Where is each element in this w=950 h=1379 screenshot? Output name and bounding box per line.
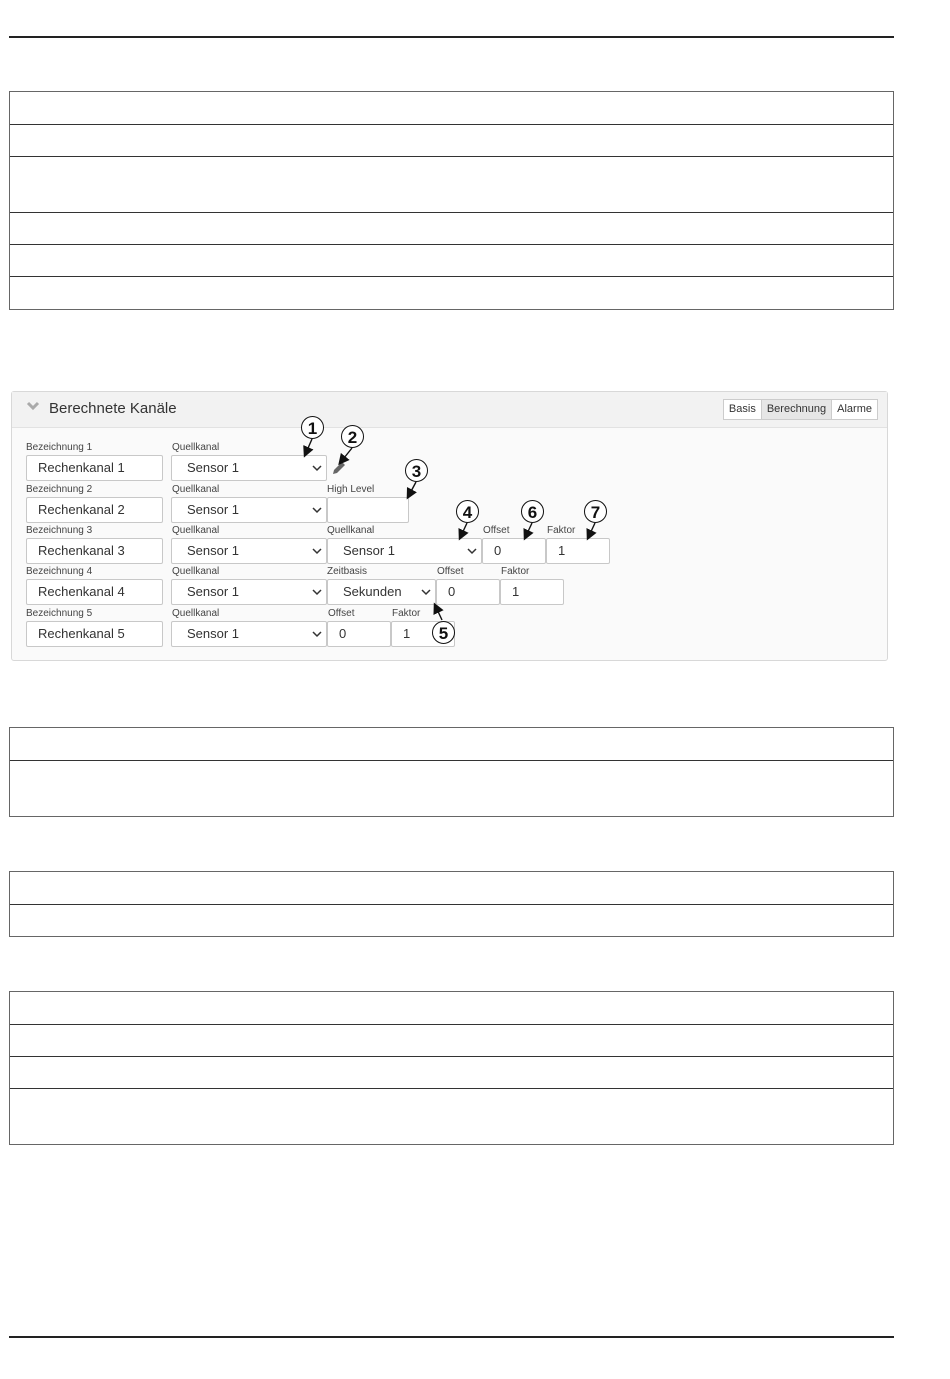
source-select-1-value: Sensor 1: [187, 460, 240, 475]
label-zeitbasis: Zeitbasis: [327, 566, 368, 577]
offset-field-5[interactable]: 0: [327, 621, 391, 647]
table-row: [10, 125, 893, 157]
chevron-down-icon: [312, 464, 322, 472]
source-select-3-value: Sensor 1: [187, 543, 240, 558]
table-row: [10, 905, 893, 936]
table-row: [10, 157, 893, 213]
chevron-down-icon[interactable]: [26, 401, 40, 411]
empty-table-2: [9, 727, 894, 817]
table-row: [10, 1057, 893, 1089]
tab-berechnung[interactable]: Berechnung: [761, 399, 832, 420]
faktor-field-5[interactable]: 1: [391, 621, 455, 647]
chevron-down-icon: [421, 588, 431, 596]
table-row: [10, 245, 893, 277]
label-faktor: Faktor: [501, 566, 530, 577]
table-row: [10, 277, 893, 309]
name-field-4[interactable]: Rechenkanal 4: [26, 579, 163, 605]
name-field-3[interactable]: Rechenkanal 3: [26, 538, 163, 564]
chevron-down-icon: [312, 588, 322, 596]
panel-title: Berechnete Kanäle: [49, 400, 177, 417]
callout-3: 3: [405, 459, 428, 482]
callout-4: 4: [456, 500, 479, 523]
chevron-down-icon: [312, 630, 322, 638]
label-faktor: Faktor: [392, 608, 421, 619]
table-row: [10, 761, 893, 816]
table-row: [10, 1025, 893, 1057]
zeitbasis-select[interactable]: [327, 579, 436, 605]
callout-6: 6: [521, 500, 544, 523]
label-quellkanal: Quellkanal: [172, 484, 220, 495]
label-offset: Offset: [437, 566, 464, 577]
high-level-field[interactable]: [327, 497, 409, 523]
source-select-3b[interactable]: [327, 538, 482, 564]
table-row: [10, 992, 893, 1025]
table-row: [10, 728, 893, 761]
callout-5: 5: [432, 621, 455, 644]
source-select-4[interactable]: [171, 579, 327, 605]
faktor-field-4[interactable]: 1: [500, 579, 564, 605]
source-select-5[interactable]: [171, 621, 327, 647]
table-row: [10, 213, 893, 245]
table-row: [10, 872, 893, 905]
source-select-5-value: Sensor 1: [187, 626, 240, 641]
offset-field-4[interactable]: 0: [436, 579, 500, 605]
chevron-down-icon: [467, 547, 477, 555]
source-select-3[interactable]: [171, 538, 327, 564]
table-row: [10, 92, 893, 125]
offset-field-3[interactable]: 0: [482, 538, 546, 564]
label-bezeichnung-3: Bezeichnung 3: [26, 525, 93, 536]
label-quellkanal-2: Quellkanal: [327, 525, 375, 536]
table-row: [10, 1089, 893, 1144]
source-select-4-value: Sensor 1: [187, 584, 240, 599]
source-select-2[interactable]: [171, 497, 327, 523]
label-quellkanal: Quellkanal: [172, 442, 220, 453]
label-bezeichnung-2: Bezeichnung 2: [26, 484, 93, 495]
panel-tabs: [724, 399, 878, 420]
source-select-1[interactable]: [171, 455, 327, 481]
page-header-rule: [9, 36, 894, 38]
name-field-1[interactable]: Rechenkanal 1: [26, 455, 163, 481]
source-select-3b-value: Sensor 1: [343, 543, 396, 558]
chevron-down-icon: [312, 547, 322, 555]
name-field-5[interactable]: Rechenkanal 5: [26, 621, 163, 647]
source-select-2-value: Sensor 1: [187, 502, 240, 517]
label-bezeichnung-5: Bezeichnung 5: [26, 608, 93, 619]
page-footer-rule: [9, 1336, 894, 1338]
pencil-icon[interactable]: [330, 459, 348, 477]
faktor-field-3[interactable]: 1: [546, 538, 610, 564]
callout-7: 7: [584, 500, 607, 523]
label-offset: Offset: [328, 608, 355, 619]
empty-table-3: [9, 871, 894, 937]
callout-2: 2: [341, 425, 364, 448]
empty-table-1: [9, 91, 894, 310]
label-bezeichnung-1: Bezeichnung 1: [26, 442, 93, 453]
label-offset: Offset: [483, 525, 510, 536]
zeitbasis-select-value: Sekunden: [343, 584, 402, 599]
name-field-2[interactable]: Rechenkanal 2: [26, 497, 163, 523]
label-faktor: Faktor: [547, 525, 576, 536]
chevron-down-icon: [312, 506, 322, 514]
tab-basis[interactable]: Basis: [723, 399, 762, 420]
empty-table-4: [9, 991, 894, 1145]
label-bezeichnung-4: Bezeichnung 4: [26, 566, 93, 577]
panel-header[interactable]: [12, 392, 887, 428]
tab-alarme[interactable]: Alarme: [831, 399, 878, 420]
label-quellkanal: Quellkanal: [172, 566, 220, 577]
callout-1: 1: [301, 416, 324, 439]
label-quellkanal: Quellkanal: [172, 608, 220, 619]
label-quellkanal: Quellkanal: [172, 525, 220, 536]
label-high-level: High Level: [327, 484, 375, 495]
